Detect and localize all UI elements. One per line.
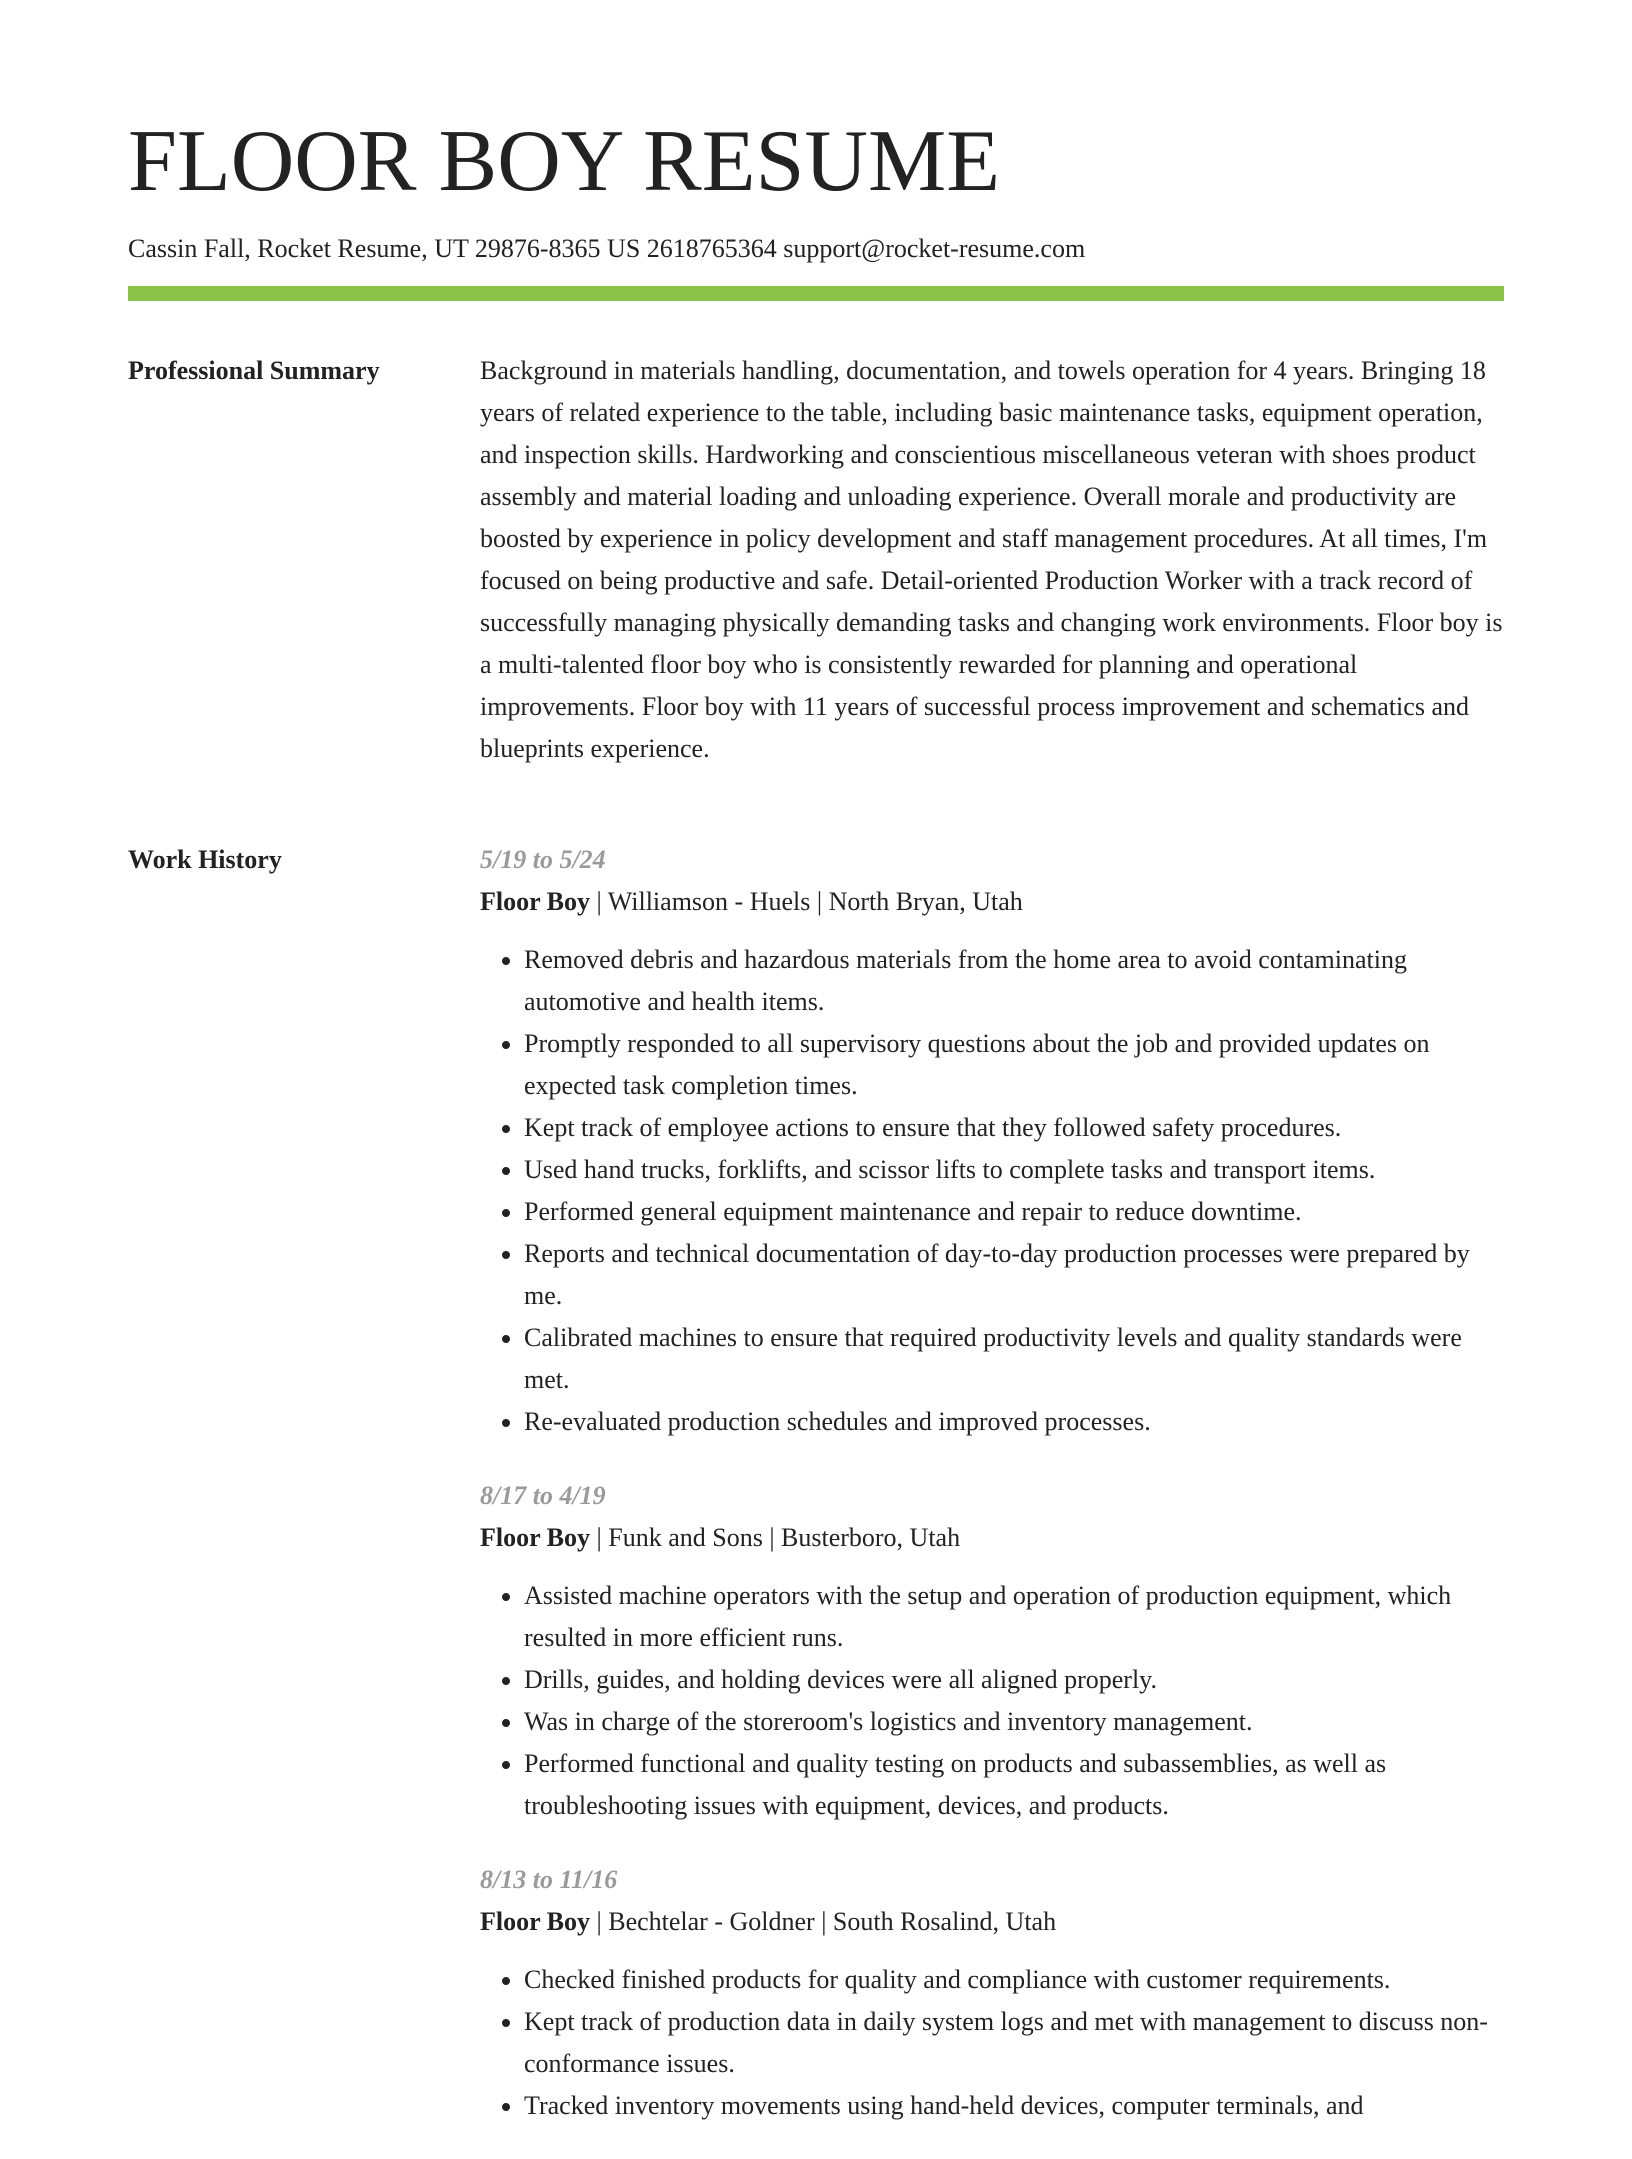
job-duty: • Tracked inventory movements using hand-held devices, computer terminals, and	[524, 2085, 1504, 2127]
job-details: | Funk and Sons | Busterboro, Utah	[590, 1523, 961, 1552]
header-divider	[128, 286, 1504, 301]
job-entry	[480, 1859, 1504, 2127]
job-duties-list	[480, 939, 1504, 1443]
work-history-label: Work History	[128, 845, 282, 874]
job-duty: • Calibrated machines to ensure that required productivity levels and quality standards were met.	[524, 1317, 1504, 1401]
summary-body	[480, 350, 1504, 770]
job-duty: • Used hand trucks, forklifts, and scissor lifts to complete tasks and transport items.	[524, 1149, 1504, 1191]
job-entry	[480, 1475, 1504, 1827]
job-duties-list	[480, 1959, 1504, 2127]
job-dates: 8/13 to 11/16	[480, 1865, 618, 1894]
job-duty: • Reports and technical documentation of day-to-day production processes were prepared by me.	[524, 1233, 1504, 1317]
job-duties-list	[480, 1575, 1504, 1827]
summary-label: Professional Summary	[128, 356, 380, 385]
job-duty: • Was in charge of the storeroom's logistics and inventory management.	[524, 1701, 1504, 1743]
job-duty: • Assisted machine operators with the setup and operation of production equipment, which resulted in more efficient runs.	[524, 1575, 1504, 1659]
job-entry	[480, 839, 1504, 1443]
job-heading	[480, 881, 1504, 923]
job-details: | Bechtelar - Goldner | South Rosalind, Utah	[590, 1907, 1057, 1936]
job-duty: • Kept track of production data in daily system logs and met with management to discuss non-conformance issues.	[524, 2001, 1504, 2085]
job-title: Floor Boy	[480, 1907, 591, 1936]
work-history-body	[480, 839, 1504, 2159]
job-duty: • Promptly responded to all supervisory questions about the job and provided updates on expected task completion times.	[524, 1023, 1504, 1107]
job-duty: • Kept track of employee actions to ensure that they followed safety procedures.	[524, 1107, 1504, 1149]
job-duty: • Checked finished products for quality and compliance with customer requirements.	[524, 1959, 1504, 2001]
job-duty: • Removed debris and hazardous materials from the home area to avoid contaminating automotive and health items.	[524, 939, 1504, 1023]
job-duty: • Drills, guides, and holding devices were all aligned properly.	[524, 1659, 1504, 1701]
summary-text: Background in materials handling, documentation, and towels operation for 4 years. Bringing 18 years of related experience to the table, including basic maintenance tasks, equipment operation, and inspection skills. Hardworking and conscientious miscellaneous veteran with shoes product assembly and material loading and unloading experience. Overall morale and productivity are boosted by experience in policy development and staff management procedures. At all times, I'm focused on being productive and safe. Detail-oriented Production Worker with a track record of successfully managing physically demanding tasks and changing work environments. Floor boy is a multi-talented floor boy who is consistently rewarded for planning and operational improvements. Floor boy with 11 years of successful process improvement and schematics and blueprints experience.	[480, 356, 1503, 763]
job-heading	[480, 1901, 1504, 1943]
contact-info: Cassin Fall, Rocket Resume, UT 29876-8365 US 2618765364 support@rocket-resume.com	[128, 234, 1086, 263]
job-duty: • Performed functional and quality testing on products and subassemblies, as well as troubleshooting issues with equipment, devices, and products.	[524, 1743, 1504, 1827]
job-title: Floor Boy	[480, 887, 591, 916]
job-dates: 5/19 to 5/24	[480, 845, 606, 874]
job-details: | Williamson - Huels | North Bryan, Utah	[590, 887, 1023, 916]
job-dates: 8/17 to 4/19	[480, 1481, 606, 1510]
job-duty: • Re-evaluated production schedules and improved processes.	[524, 1401, 1504, 1443]
job-duty: • Performed general equipment maintenance and repair to reduce downtime.	[524, 1191, 1504, 1233]
job-title: Floor Boy	[480, 1523, 591, 1552]
resume-title: FLOOR BOY RESUME	[128, 113, 1000, 210]
job-heading	[480, 1517, 1504, 1559]
